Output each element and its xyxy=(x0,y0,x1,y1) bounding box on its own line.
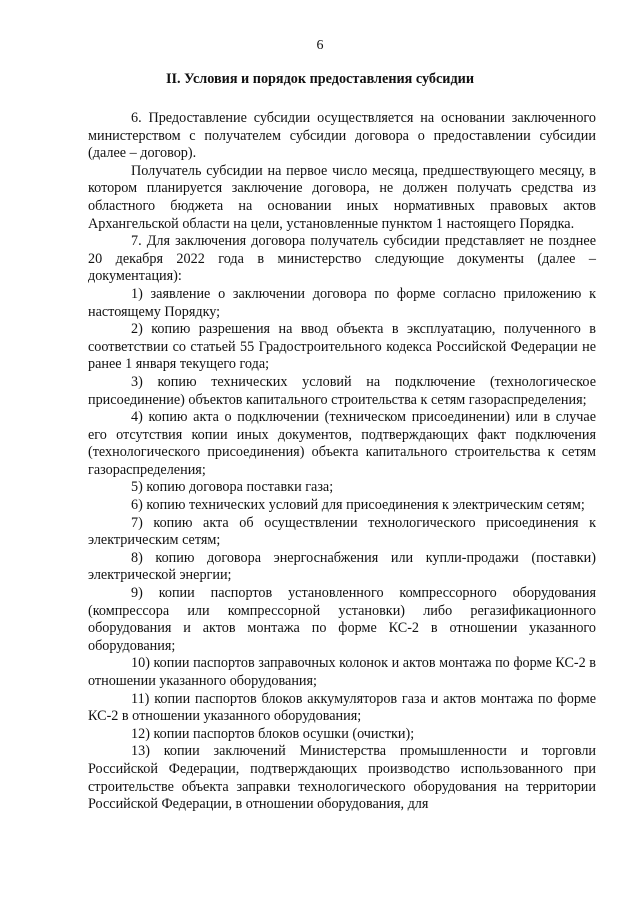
section-title: II. Условия и порядок предоставления субсидии xyxy=(165,71,474,87)
list-item: 5) копию договора поставки газа; xyxy=(131,479,334,496)
paragraph: Получатель субсидии на первое число месяца, предшествующего месяцу, в котором планируется заключение договора, не должен получать средства из областного бюджета на основании иных нормативных правовых актов Архангельской области на цели, установленные пунктом 1 настоящего Порядка. xyxy=(88,162,596,232)
list-item: 8) копию договора энергоснабжения или купли-продажи (поставки) электрической энергии; xyxy=(88,549,596,584)
paragraph: 6. Предоставление субсидии осуществляется на основании заключенного министерством с получателем субсидии договора о предоставлении субсидии (далее – договор). xyxy=(88,110,596,162)
list-item: 12) копии паспортов блоков осушки (очистки); xyxy=(131,725,415,742)
list-item: 7) копию акта об осуществлении технологического присоединения к электрическим сетям; xyxy=(88,514,596,549)
document-body xyxy=(88,110,596,814)
list-item: 4) копию акта о подключении (техническом присоединении) или в случае его отсутствия копии иных документов, подтверждающих факт подключения (технологического присоединения) объекта капитального строительства к сетям газораспределения; xyxy=(88,409,596,478)
list-item: 6) копию технических условий для присоединения к электрическим сетям; xyxy=(131,497,585,514)
list-item: 1) заявление о заключении договора по форме согласно приложению к настоящему Порядку; xyxy=(88,285,596,320)
list-item: 13) копии заключений Министерства промышленности и торговли Российской Федерации, подтверждающих производство использованного при строительстве объекта заправки технологического оборудования на территории Российской Федерации, в отношении оборудования, для xyxy=(88,743,596,813)
page-number: 6 xyxy=(316,38,324,53)
list-item: 9) копии паспортов установленного компрессорного оборудования (компрессора или компрессорной установки) либо регазификационного оборудования и актов монтажа по форме КС-2 в отношении указанного оборудования; xyxy=(88,585,596,654)
list-item: 11) копии паспортов блоков аккумуляторов газа и актов монтажа по форме КС-2 в отношении указанного оборудования; xyxy=(88,690,596,725)
list-item: 3) копию технических условий на подключение (технологическое присоединение) объектов капитального строительства к сетям газораспределения; xyxy=(88,373,596,408)
list-item: 10) копии паспортов заправочных колонок и актов монтажа по форме КС-2 в отношении указанного оборудования; xyxy=(88,655,596,689)
paragraph: 7. Для заключения договора получатель субсидии представляет не позднее 20 декабря 2022 года в министерство следующие документы (далее – документация): xyxy=(88,233,596,285)
list-item: 2) копию разрешения на ввод объекта в эксплуатацию, полученного в соответствии со статьей 55 Градостроительного кодекса Российской Федерации не ранее 1 января текущего года; xyxy=(88,321,596,373)
